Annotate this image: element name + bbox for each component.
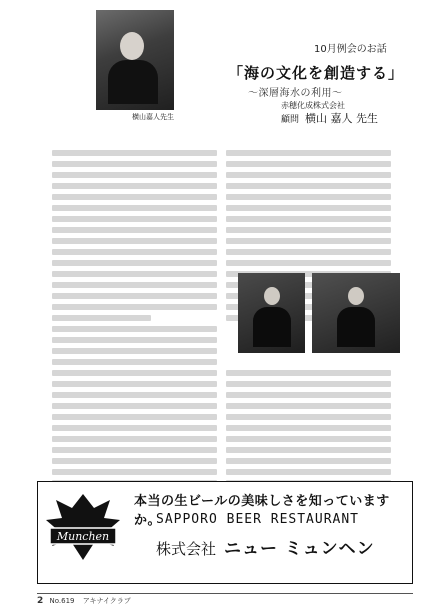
speaker-company: 赤穂化成株式会社 bbox=[281, 101, 345, 110]
logo-wordmark: Munchen bbox=[56, 530, 110, 543]
meeting-photo-2 bbox=[312, 273, 400, 353]
meeting-photo-1 bbox=[238, 273, 305, 353]
article-title: 「海の文化を創造する」 bbox=[228, 64, 405, 82]
publication-name: アキナイクラブ bbox=[82, 597, 131, 605]
issue-number: No.619 bbox=[49, 597, 75, 605]
section-tag: 10月例会のお話 bbox=[314, 44, 387, 55]
article-subtitle: ～深層海水の利用～ bbox=[248, 88, 343, 99]
eagle-logo-icon bbox=[44, 490, 122, 576]
speaker-line bbox=[281, 110, 378, 126]
ad-company-brand: ニュー ミュンヘン bbox=[224, 539, 375, 559]
speaker-role: 顧問 bbox=[281, 115, 300, 125]
speaker-photo-caption: 横山嘉人先生 bbox=[132, 113, 174, 121]
page-footer bbox=[37, 593, 413, 608]
restaurant-advertisement bbox=[37, 481, 413, 584]
speaker-photo bbox=[96, 10, 174, 110]
ad-headline: 本当の生ビールの美味しさを知っていますか。 bbox=[134, 494, 390, 528]
speaker-name: 横山 嘉人 先生 bbox=[305, 112, 379, 125]
ad-company-prefix: 株式会社 bbox=[156, 540, 217, 558]
ad-company bbox=[156, 534, 375, 559]
page-number: 2 bbox=[37, 596, 44, 606]
ad-restaurant-name: SAPPORO BEER RESTAURANT bbox=[156, 512, 360, 527]
